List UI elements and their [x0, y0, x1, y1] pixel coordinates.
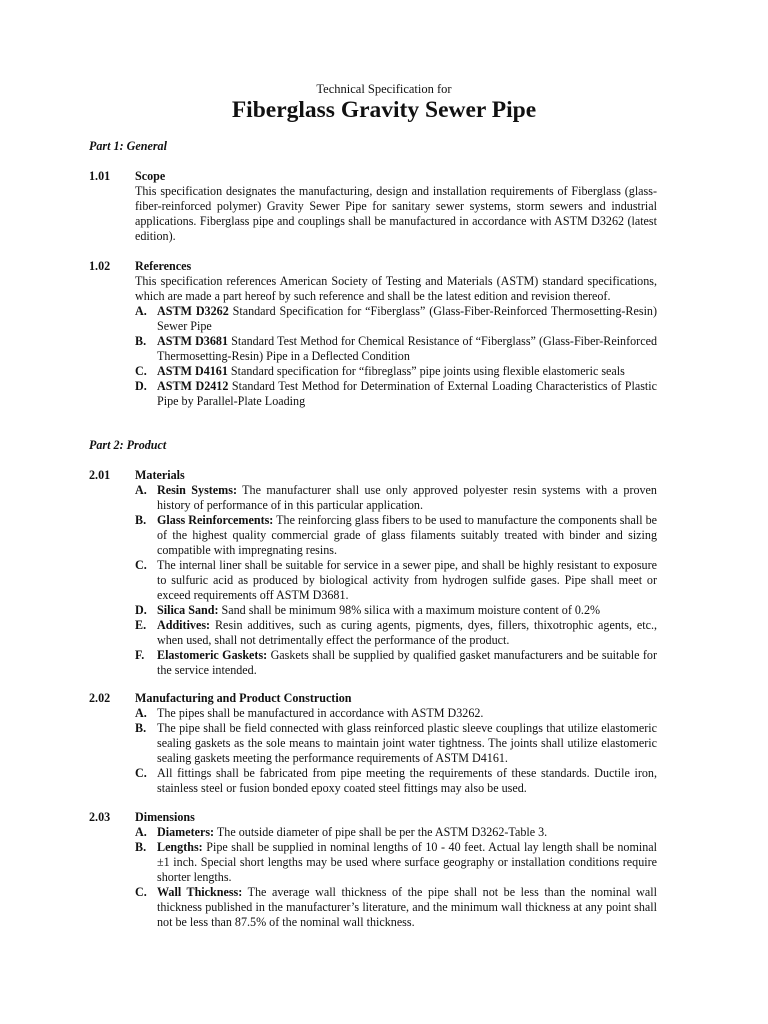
section-2-01 — [89, 468, 657, 678]
manufacturing-list — [135, 706, 657, 796]
list-item — [135, 304, 657, 334]
section-number: 1.02 — [89, 259, 111, 273]
item-text: The pipe shall be field connected with glass reinforced plastic sleeve couplings that utilize elastomeric sealing gaskets as the sole means to maintain joint water tightness. The joints shall utilize elastomeric sealing gaskets meeting the performance requirements of ASTM D4161. — [157, 721, 657, 765]
item-text: Sand shall be minimum 98% silica with a maximum moisture content of 0.2% — [218, 603, 601, 617]
section-2-03 — [89, 810, 657, 930]
section-number: 2.02 — [89, 691, 111, 705]
section-title: Dimensions — [135, 810, 195, 824]
list-item — [135, 379, 657, 409]
list-item — [135, 706, 657, 721]
section-title: Scope — [135, 169, 166, 183]
section-number: 1.01 — [89, 169, 111, 183]
item-lead: Glass Reinforcements: — [157, 513, 274, 527]
item-letter: F. — [135, 648, 145, 662]
item-letter: B. — [135, 840, 147, 854]
item-lead: Diameters: — [157, 825, 215, 839]
dimensions-list — [135, 825, 657, 930]
item-lead: ASTM D3262 — [157, 304, 229, 318]
section-title: Manufacturing and Product Construction — [135, 691, 352, 705]
item-lead: Resin Systems: — [157, 483, 237, 497]
list-item — [135, 603, 657, 618]
item-letter: B. — [135, 513, 147, 527]
section-body: This specification references American Society of Testing and Materials (ASTM) standard specifications, which are made a part hereof by such reference and shall be the latest edition and revision thereof. — [135, 274, 657, 303]
list-item — [135, 483, 657, 513]
item-letter: C. — [135, 364, 147, 378]
item-lead: Elastomeric Gaskets: — [157, 648, 268, 662]
section-body: This specification designates the manufacturing, design and installation requirements of Fiberglass (glass-fiber-reinforced polymer) Gravity Sewer Pipe for sanitary sewer systems, storm sewers and industrial applications. Fiberglass pipe and couplings shall be manufactured in accordance with ASTM D3262 (latest edition). — [135, 184, 657, 243]
item-lead: ASTM D3681 — [157, 334, 228, 348]
section-1-01 — [89, 169, 657, 244]
item-letter: A. — [135, 825, 147, 839]
document-title: Fiberglass Gravity Sewer Pipe — [231, 97, 537, 123]
part-heading: Part 1: General — [89, 139, 167, 153]
reference-list — [135, 304, 657, 409]
list-item — [135, 618, 657, 648]
list-item — [135, 840, 657, 885]
item-text: The average wall thickness of the pipe shall not be less than the nominal wall thickness published in the manufacturer’s literature, and the minimum wall thickness at any point shall not be less than 87.5% of the nominal wall thickness. — [157, 885, 657, 929]
item-text: Gaskets shall be supplied by qualified gasket manufacturers and be suitable for the service intended. — [157, 648, 657, 677]
section-number: 2.03 — [89, 810, 111, 824]
item-letter: E. — [135, 618, 147, 632]
list-item — [135, 513, 657, 558]
part-heading: Part 2: Product — [89, 438, 167, 452]
item-text: All fittings shall be fabricated from pipe meeting the requirements of these standards. Ductile iron, stainless steel or fusion bonded epoxy coated steel fittings may also be used. — [157, 766, 657, 795]
list-item — [135, 648, 657, 678]
item-letter: D. — [135, 603, 147, 617]
item-text: Standard Test Method for Determination of External Loading Characteristics of Plastic Pipe by Parallel-Plate Loading — [157, 379, 657, 408]
item-lead: ASTM D2412 — [157, 379, 229, 393]
item-lead: Lengths: — [157, 840, 203, 854]
item-letter: C. — [135, 766, 147, 780]
item-text: Standard Test Method for Chemical Resistance of “Fiberglass” (Glass-Fiber-Reinforced Thermosetting-Resin) Pipe in a Deflected Condition — [157, 334, 657, 363]
item-lead: ASTM D4161 — [157, 364, 228, 378]
item-letter: B. — [135, 334, 147, 348]
item-letter: A. — [135, 304, 147, 318]
item-text: The reinforcing glass fibers to be used to manufacture the components shall be of the highest quality commercial grade of glass filaments suitably treated with binder and sizing compatible with impregnating resins. — [157, 513, 657, 557]
item-text: Standard Specification for “Fiberglass” (Glass-Fiber-Reinforced Thermosetting-Resin) Sewer Pipe — [157, 304, 658, 333]
list-item — [135, 334, 657, 364]
section-title: References — [135, 259, 192, 273]
section-title: Materials — [135, 468, 185, 482]
item-text: The outside diameter of pipe shall be per the ASTM D3262-Table 3. — [214, 825, 548, 839]
list-item — [135, 364, 657, 379]
section-1-02 — [89, 259, 657, 409]
list-item — [135, 885, 657, 930]
item-letter: A. — [135, 706, 147, 720]
item-lead: Additives: — [157, 618, 211, 632]
list-item — [135, 558, 657, 603]
item-lead: Wall Thickness: — [157, 885, 243, 899]
item-text: Pipe shall be supplied in nominal lengths of 10 - 40 feet. Actual lay length shall be nominal ±1 inch. Special short lengths may be used where surface geography or installation conditions require shorter lengths. — [157, 840, 657, 884]
list-item — [135, 721, 657, 766]
document-subtitle: Technical Specification for — [316, 82, 452, 96]
item-text: Standard specification for “fibreglass” pipe joints using flexible elastomeric seals — [227, 364, 625, 378]
item-text: The internal liner shall be suitable for service in a sewer pipe, and shall be highly resistant to exposure to sulfuric acid as produced by biological activity from hydrogen sulfide gases. Pipe shall meet or exceed requirements off ASTM D3681. — [157, 558, 657, 602]
list-item — [135, 766, 657, 796]
item-letter: D. — [135, 379, 147, 393]
item-letter: C. — [135, 885, 147, 899]
item-letter: A. — [135, 483, 147, 497]
item-letter: B. — [135, 721, 147, 735]
item-text: The manufacturer shall use only approved polyester resin systems with a proven history of performance of in this particular application. — [157, 483, 657, 512]
item-lead: Silica Sand: — [157, 603, 219, 617]
list-item — [135, 825, 657, 840]
materials-list — [135, 483, 657, 678]
item-text: Resin additives, such as curing agents, pigments, dyes, fillers, thixotrophic agents, etc., when used, shall not detrimentally effect the performance of the product. — [157, 618, 657, 647]
item-text: The pipes shall be manufactured in accordance with ASTM D3262. — [157, 706, 484, 720]
item-letter: C. — [135, 558, 147, 572]
section-number: 2.01 — [89, 468, 111, 482]
section-2-02 — [89, 691, 657, 796]
